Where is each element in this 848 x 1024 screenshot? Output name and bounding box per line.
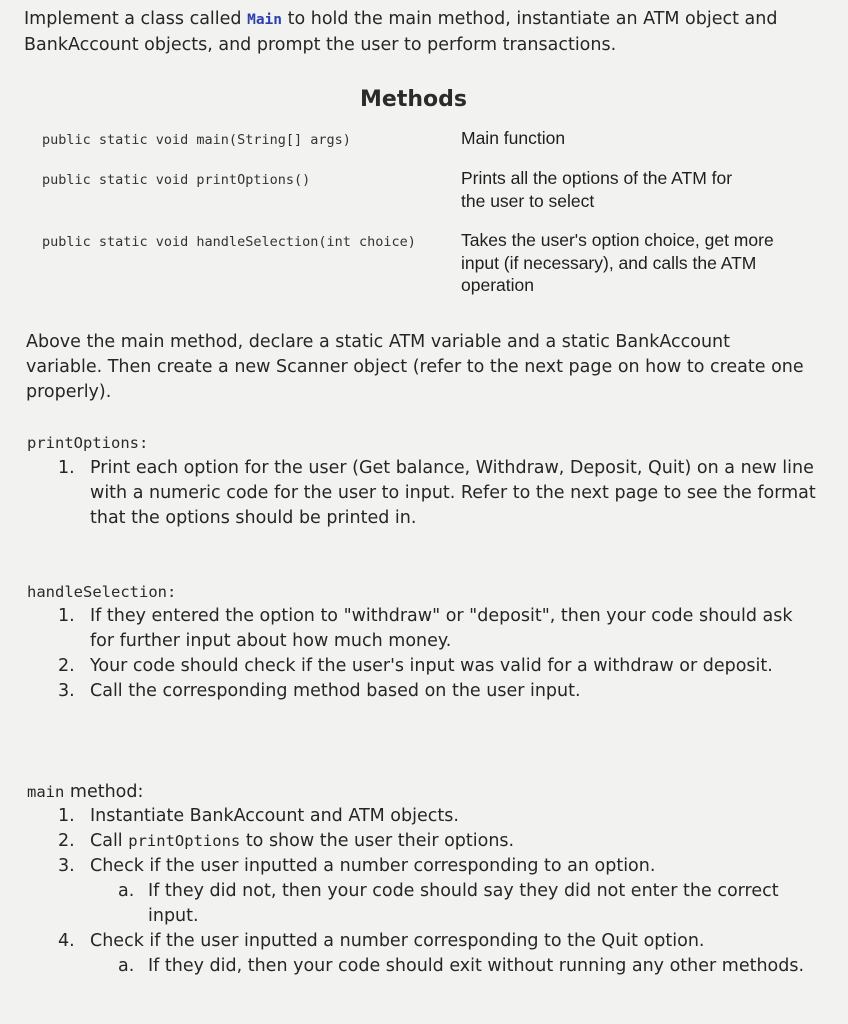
list-item — [58, 829, 818, 854]
method-signature-handle-selection: public static void handleSelection(int choice) — [42, 234, 416, 250]
list-item-text: Check if the user inputted a number corresponding to an option. — [90, 856, 656, 876]
intro-paragraph — [24, 7, 814, 58]
sub-list — [90, 879, 818, 929]
print-options-label: printOptions: — [27, 434, 149, 452]
sub-list-letter: a. — [118, 881, 135, 901]
list-item-text: Print each option for the user (Get balance, Withdraw, Deposit, Quit) on a new line with a numeric code for the user to input. Refer to the next page to see the format that the options should be printed in. — [90, 458, 816, 528]
list-item — [58, 654, 818, 679]
list-item — [58, 604, 818, 654]
list-item-text: Your code should check if the user's input was valid for a withdraw or deposit. — [90, 656, 773, 676]
list-item-text: If they entered the option to "withdraw" or "deposit", then your code should ask for further input about how much money. — [90, 606, 793, 651]
main-method-label — [27, 780, 143, 805]
intro-text-1: Implement a class called — [24, 9, 242, 29]
list-number: 3. — [58, 681, 75, 701]
list-item-text-post: to show the user their options. — [245, 831, 515, 851]
handle-selection-list — [58, 604, 818, 704]
sub-list — [90, 954, 818, 979]
main-method-label-text: method: — [69, 782, 144, 802]
list-number: 1. — [58, 458, 75, 478]
list-number: 2. — [58, 831, 75, 851]
method-signature-main: public static void main(String[] args) — [42, 132, 351, 148]
list-item-text: Instantiate BankAccount and ATM objects. — [90, 806, 459, 826]
sub-list-item-text: If they did not, then your code should say they did not enter the correct input. — [148, 881, 779, 926]
methods-heading: Methods — [360, 87, 467, 112]
declaration-note: Above the main method, declare a static ATM variable and a static BankAccount variable. Then create a new Scanner object (refer to the next page on how to create one properly). — [26, 332, 804, 402]
list-item — [58, 929, 818, 979]
list-number: 4. — [58, 931, 75, 951]
sub-list-item — [118, 879, 818, 929]
list-number: 1. — [58, 606, 75, 626]
main-method-label-code: main — [27, 783, 65, 801]
list-number: 1. — [58, 806, 75, 826]
print-options-code: printOptions — [128, 832, 241, 850]
sub-list-letter: a. — [118, 956, 135, 976]
class-name-main: Main — [247, 12, 283, 28]
list-item-text: Check if the user inputted a number corresponding to the Quit option. — [90, 931, 705, 951]
method-description-main: Main function — [461, 128, 566, 148]
list-item — [58, 456, 818, 531]
method-description-print-options: Prints all the options of the ATM for the user to select — [461, 168, 733, 211]
method-signature-print-options: public static void printOptions() — [42, 172, 311, 188]
list-item — [58, 679, 818, 704]
sub-list-item-text: If they did, then your code should exit without running any other methods. — [148, 956, 805, 976]
list-number: 2. — [58, 656, 75, 676]
sub-list-item — [118, 954, 818, 979]
main-method-list — [58, 804, 818, 979]
list-number: 3. — [58, 856, 75, 876]
list-item-text-pre: Call — [90, 831, 123, 851]
list-item — [58, 854, 818, 929]
method-description-handle-selection: Takes the user's option choice, get more input (if necessary), and calls the ATM operation — [461, 230, 774, 295]
list-item — [58, 804, 818, 829]
intro-text-2: to hold the main method, instantiate an ATM object and BankAccount objects, and prompt the user to perform transactions. — [24, 9, 778, 55]
print-options-list — [58, 456, 818, 531]
handle-selection-label: handleSelection: — [27, 583, 177, 601]
list-item-text: Call the corresponding method based on the user input. — [90, 681, 581, 701]
